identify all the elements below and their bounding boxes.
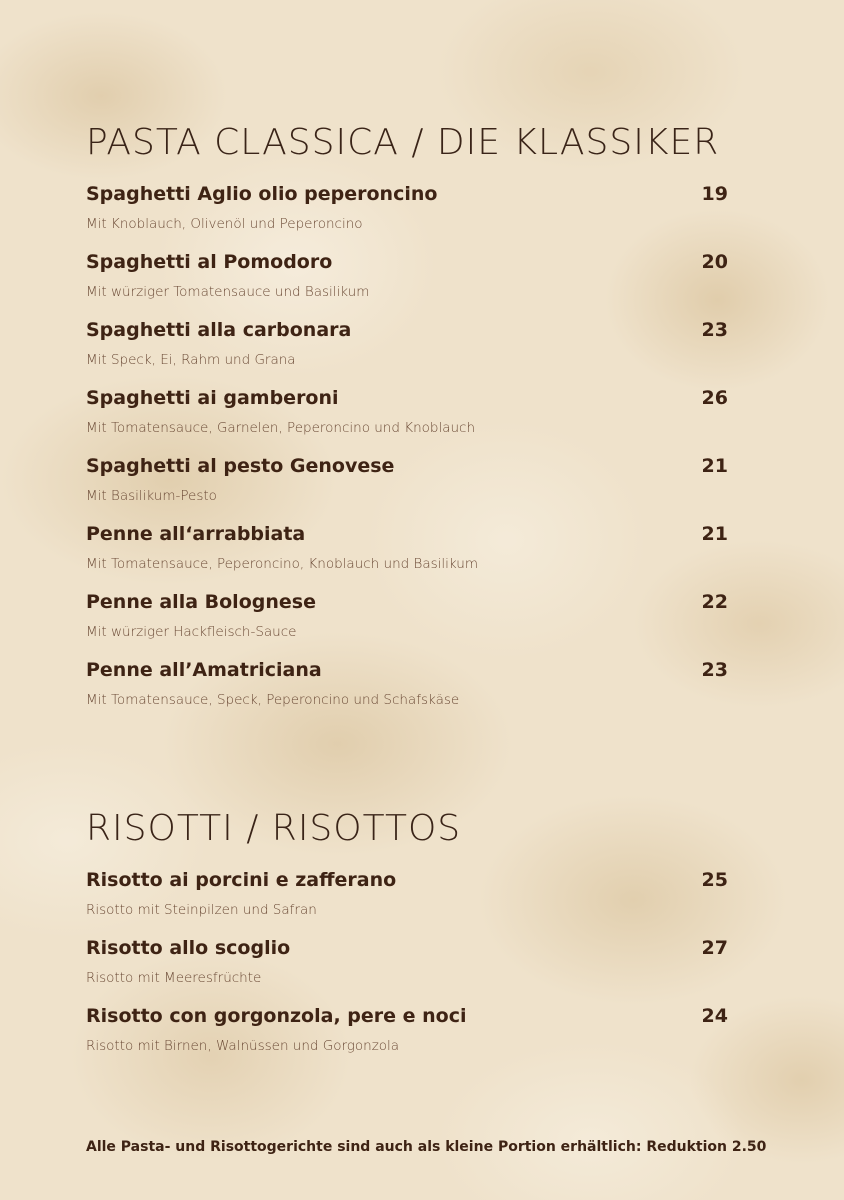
dish-price: 21 bbox=[701, 523, 728, 545]
dish-price: 20 bbox=[701, 251, 728, 273]
dish-description: Mit würziger Tomatensauce und Basilikum bbox=[86, 284, 370, 300]
dish-price: 23 bbox=[701, 319, 728, 341]
dish-name: Penne all‘arrabbiata bbox=[86, 523, 306, 545]
dish-price: 25 bbox=[701, 869, 728, 891]
dish-name: Risotto ai porcini e zafferano bbox=[86, 869, 397, 891]
risotti-menu-list bbox=[86, 869, 728, 1073]
dish-price: 19 bbox=[701, 183, 728, 205]
dish-name: Spaghetti Aglio olio peperoncino bbox=[86, 183, 438, 205]
dish-price: 26 bbox=[701, 387, 728, 409]
dish-price: 21 bbox=[701, 455, 728, 477]
dish-price: 23 bbox=[701, 659, 728, 681]
dish-description: Mit Tomatensauce, Garnelen, Peperoncino und Knoblauch bbox=[86, 420, 476, 436]
dish-name: Spaghetti al pesto Genovese bbox=[86, 455, 395, 477]
portion-footnote: Alle Pasta- und Risottogerichte sind auch als kleine Portion erhältlich: Reduktion 2.50 bbox=[86, 1139, 767, 1155]
section-title-risotti: RISOTTI / RISOTTOS bbox=[86, 808, 462, 849]
dish-name: Risotto allo scoglio bbox=[86, 937, 291, 959]
menu-page bbox=[86, 0, 767, 1200]
dish-price: 22 bbox=[701, 591, 728, 613]
menu-item bbox=[86, 251, 728, 319]
dish-name: Penne alla Bolognese bbox=[86, 591, 316, 613]
dish-price: 27 bbox=[701, 937, 728, 959]
dish-price: 24 bbox=[701, 1005, 728, 1027]
menu-item bbox=[86, 591, 728, 659]
dish-description: Risotto mit Birnen, Walnüssen und Gorgonzola bbox=[86, 1038, 400, 1054]
menu-item bbox=[86, 455, 728, 523]
section-title-pasta: PASTA CLASSICA / DIE KLASSIKER bbox=[86, 122, 720, 163]
menu-item bbox=[86, 183, 728, 251]
dish-name: Spaghetti al Pomodoro bbox=[86, 251, 333, 273]
dish-name: Risotto con gorgonzola, pere e noci bbox=[86, 1005, 467, 1027]
dish-description: Mit Basilikum-Pesto bbox=[86, 488, 217, 504]
pasta-menu-list bbox=[86, 183, 728, 727]
dish-description: Mit Tomatensauce, Peperoncino, Knoblauch und Basilikum bbox=[86, 556, 478, 572]
menu-item bbox=[86, 937, 728, 1005]
dish-description: Risotto mit Steinpilzen und Safran bbox=[86, 902, 317, 918]
dish-name: Spaghetti alla carbonara bbox=[86, 319, 352, 341]
dish-description: Mit würziger Hackfleisch-Sauce bbox=[86, 624, 297, 640]
menu-item bbox=[86, 1005, 728, 1073]
dish-description: Mit Tomatensauce, Speck, Peperoncino und Schafskäse bbox=[86, 692, 460, 708]
menu-item bbox=[86, 319, 728, 387]
dish-description: Risotto mit Meeresfrüchte bbox=[86, 970, 262, 986]
menu-item bbox=[86, 387, 728, 455]
dish-name: Spaghetti ai gamberoni bbox=[86, 387, 339, 409]
dish-description: Mit Knoblauch, Olivenöl und Peperoncino bbox=[86, 216, 363, 232]
menu-item bbox=[86, 869, 728, 937]
dish-name: Penne all’Amatriciana bbox=[86, 659, 322, 681]
menu-item bbox=[86, 659, 728, 727]
dish-description: Mit Speck, Ei, Rahm und Grana bbox=[86, 352, 296, 368]
menu-item bbox=[86, 523, 728, 591]
